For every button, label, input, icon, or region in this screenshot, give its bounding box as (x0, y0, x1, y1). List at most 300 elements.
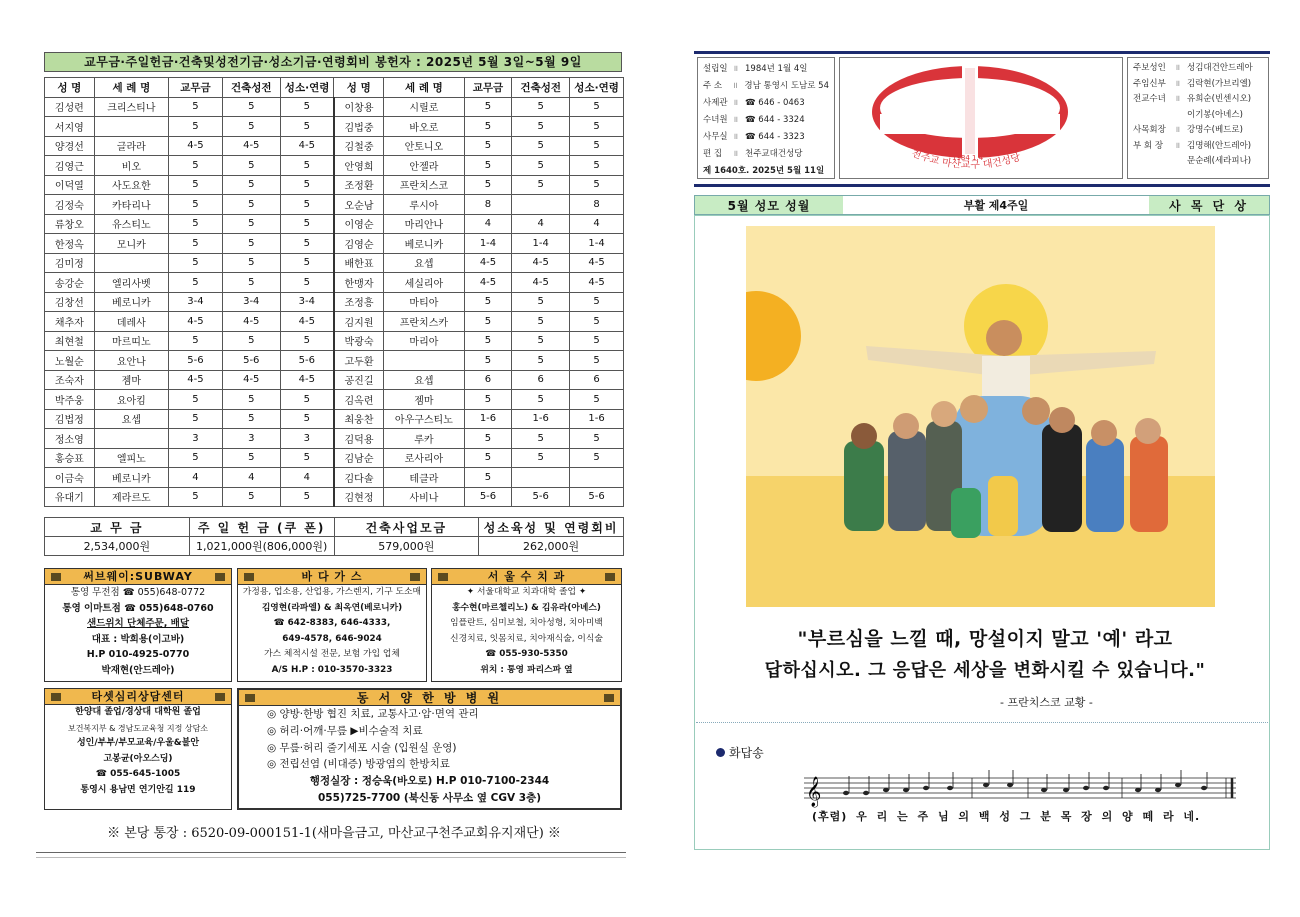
donor-name: 이금숙 (45, 468, 95, 488)
offering-months: 4-5 (570, 253, 624, 273)
donor-name: 노월순 (45, 351, 95, 371)
baptismal-name: 마리안나 (384, 214, 465, 234)
baptismal-name: 아우구스티노 (384, 409, 465, 429)
baptismal-name: 모니카 (94, 234, 168, 254)
baptismal-name: 로사리아 (384, 448, 465, 468)
offering-months: 4-5 (570, 273, 624, 293)
baptismal-name: 제라르도 (94, 487, 168, 507)
offering-months: 5 (280, 117, 334, 137)
offering-months: 4-5 (169, 136, 223, 156)
offering-months: 5 (464, 156, 512, 176)
offering-months: 5 (169, 448, 223, 468)
offering-months: 5 (464, 468, 512, 488)
ad-line: ☎ 055-930-5350 (485, 649, 568, 660)
ad-line: ◎ 양방·한방 협진 치료, 교통사고·암·면역 관리 (267, 708, 479, 720)
offering-months: 1-6 (512, 409, 570, 429)
baptismal-name: 카타리나 (94, 195, 168, 215)
donor-row (45, 429, 624, 449)
offering-months: 5 (464, 331, 512, 351)
donor-name: 김미정 (45, 253, 95, 273)
offering-months: 4-5 (169, 370, 223, 390)
offering-months: 3 (222, 429, 280, 449)
donor-row (45, 136, 624, 156)
offering-months: 5 (464, 117, 512, 137)
baptismal-name: 젬마 (384, 390, 465, 410)
donor-row (45, 195, 624, 215)
baptismal-name (94, 253, 168, 273)
info-key: 전교수녀 (1133, 94, 1166, 104)
info-value: 성김대건안드레아 (1187, 63, 1253, 73)
offering-months: 5 (512, 351, 570, 371)
info-value: 문순례(세라피나) (1187, 156, 1252, 166)
offering-months: 5 (464, 97, 512, 117)
donor-name: 김영근 (45, 156, 95, 176)
baptismal-name: 엘피노 (94, 448, 168, 468)
donor-name: 류창오 (45, 214, 95, 234)
offering-months: 5 (280, 156, 334, 176)
baptismal-name: 루카 (384, 429, 465, 449)
offering-months: 5 (570, 292, 624, 312)
offering-months: 4-5 (464, 253, 512, 273)
offering-months: 5 (280, 234, 334, 254)
info-value: ☎ 644 - 3324 (745, 115, 805, 125)
offering-months (512, 468, 570, 488)
baptismal-name: 프란치스코 (384, 175, 465, 195)
donor-table-header (45, 78, 624, 98)
ad-line: 박재현(안드레아) (101, 664, 175, 676)
band-month: 5월 성모 성월 (695, 196, 843, 214)
ad-line: 보건복지부 & 경남도교육청 지정 상담소 (67, 723, 209, 733)
col-header: 성 명 (334, 78, 384, 98)
info-value: 김락현(가브리엘) (1187, 78, 1252, 89)
ad-line: ✦ 서울대학교 치과대학 졸업 ✦ (466, 587, 587, 597)
offering-months: 5 (570, 351, 624, 371)
offering-months: 5 (570, 390, 624, 410)
ad-bada-gas (237, 568, 427, 682)
offering-months: 5 (280, 331, 334, 351)
ad-line: 대표 : 박희용(이고바) (91, 633, 185, 645)
donor-row (45, 292, 624, 312)
offering-months: 5 (570, 429, 624, 449)
ad-line: 649-4578, 646-9024 (282, 633, 382, 644)
offering-months: 5 (512, 448, 570, 468)
ad-line: ◎ 전립선염 (비대증) 방광염의 한방치료 (267, 758, 450, 771)
donor-row (45, 273, 624, 293)
donor-name: 김옥련 (334, 390, 384, 410)
col-header: 성소·연령 (570, 78, 624, 98)
total-value: 579,000원 (334, 537, 479, 556)
parish-logo-box (839, 57, 1123, 179)
donor-name: 채추자 (45, 312, 95, 332)
info-key (1133, 108, 1175, 124)
info-value: 이기봉(아녜스) (1187, 109, 1243, 120)
offering-months: 5 (570, 117, 624, 137)
offering-months: 5 (222, 175, 280, 195)
ad-hospital-title: 동 서 양 한 방 병 원 (239, 690, 620, 706)
offering-months: 4-5 (512, 273, 570, 293)
offering-list-title: 교무금·주일헌금·건축및성전기금·성소기금·연령회비 봉헌자 : 2025년 5월 3일~5월 9일 (44, 52, 622, 72)
ad-line: ☎ 642-8383, 646-4333, (273, 618, 391, 629)
offering-months: 5 (222, 97, 280, 117)
offering-months: 5 (464, 390, 512, 410)
parish-info-left: 설립일 ॥ 1984년 1월 4일 주 소 ॥ 경남 통영시 도남로 54 사제관 ॥ ☎ 646 - 0463 수녀원 ॥ ☎ 644 - 3324 사무실 ॥ ☎ 644 - 3323 편 집 ॥ 천주교대건성당 제 1640호. 2025년 5월 11일 (697, 57, 835, 179)
offering-months: 5 (222, 117, 280, 137)
song-label-text: 화답송 (729, 746, 764, 760)
donor-name: 오순남 (334, 195, 384, 215)
offering-months: 4 (512, 214, 570, 234)
offering-months: 5 (169, 409, 223, 429)
offering-months: 5 (570, 312, 624, 332)
info-value: 경남 통영시 도남로 54 (744, 81, 829, 91)
donor-name: 홍승표 (45, 448, 95, 468)
offering-months: 1-4 (570, 234, 624, 254)
offering-months: 5 (222, 331, 280, 351)
offering-months: 3-4 (169, 292, 223, 312)
jesus-with-people-illustration (746, 226, 1215, 607)
donor-row (45, 448, 624, 468)
ad-bada-title: 바 다 가 스 (238, 569, 426, 585)
parish-logo (840, 58, 1124, 180)
offering-months: 5-6 (570, 487, 624, 507)
offering-months: 1-4 (512, 234, 570, 254)
donor-name: 조정흥 (334, 292, 384, 312)
total-value: 262,000원 (479, 537, 624, 556)
donor-name: 김법정 (45, 409, 95, 429)
donor-name: 이영순 (334, 214, 384, 234)
offering-months: 5 (464, 312, 512, 332)
header-rule-top (694, 51, 1270, 54)
baptismal-name: 마리아 (384, 331, 465, 351)
baptismal-name (384, 351, 465, 371)
info-key: 설립일 (703, 64, 728, 74)
offering-months: 5 (464, 292, 512, 312)
offering-months: 5 (280, 97, 334, 117)
ad-hospital (237, 688, 622, 810)
info-value: 유희순(빈센시오) (1187, 94, 1252, 104)
offering-months: 5 (222, 156, 280, 176)
donor-row (45, 97, 624, 117)
offering-months: 8 (464, 195, 512, 215)
offering-months: 5 (512, 292, 570, 312)
baptismal-name: 요셉 (384, 370, 465, 390)
info-key (1133, 154, 1175, 170)
donor-name: 김현정 (334, 487, 384, 507)
ad-counseling (44, 688, 232, 810)
total-value: 1,021,000원(806,000원) (189, 537, 334, 556)
offering-months: 5-6 (169, 351, 223, 371)
total-label: 성소육성 및 연령회비 (479, 518, 624, 537)
info-value: ☎ 646 - 0463 (745, 98, 805, 108)
offering-months: 5 (280, 195, 334, 215)
offering-months: 3 (169, 429, 223, 449)
baptismal-name: 요안나 (94, 351, 168, 371)
ad-subway-title: 써브웨이:SUBWAY (45, 569, 231, 585)
baptismal-name: 비오 (94, 156, 168, 176)
offering-months: 5-6 (464, 487, 512, 507)
donor-name: 안영희 (334, 156, 384, 176)
offering-months: 4 (280, 468, 334, 488)
info-value: 1984년 1월 4일 (745, 64, 808, 74)
offering-months: 5 (570, 156, 624, 176)
baptismal-name: 글라라 (94, 136, 168, 156)
offering-months: 4-5 (280, 312, 334, 332)
offering-months: 5 (169, 253, 223, 273)
ad-line: H.P 010-4925-0770 (86, 649, 190, 661)
info-key: 주보성인 (1133, 63, 1166, 73)
ad-line: 임플란트, 심미보철, 치아성형, 치아미백 (450, 618, 603, 629)
donor-row (45, 370, 624, 390)
offering-months: 5 (222, 214, 280, 234)
donor-name: 김정숙 (45, 195, 95, 215)
offering-months: 5-6 (222, 351, 280, 371)
offering-months: 5-6 (280, 351, 334, 371)
donor-name: 조정환 (334, 175, 384, 195)
info-key: 사제관 (703, 98, 728, 108)
header-rule-bottom (694, 184, 1270, 187)
offering-months: 3-4 (222, 292, 280, 312)
offering-months: 4-5 (512, 253, 570, 273)
total-label: 교 무 금 (45, 518, 190, 537)
donor-name: 이덕열 (45, 175, 95, 195)
baptismal-name: 데레사 (94, 312, 168, 332)
offering-months: 5 (169, 331, 223, 351)
ad-line: 위치 : 통영 파리스파 옆 (480, 664, 573, 675)
offering-months (512, 195, 570, 215)
band-section: 사 목 단 상 (1149, 196, 1269, 214)
logo-dates: 1984 1.4 (952, 154, 984, 162)
offering-months: 5 (512, 97, 570, 117)
donor-name: 김지원 (334, 312, 384, 332)
ad-line: 김영현(라파엘) & 최옥연(베로니카) (261, 602, 403, 613)
donor-name: 고두환 (334, 351, 384, 371)
col-header: 세 례 명 (384, 78, 465, 98)
donor-name: 공진길 (334, 370, 384, 390)
offering-months: 5 (222, 195, 280, 215)
baptismal-name: 프란치스카 (384, 312, 465, 332)
offering-months: 8 (570, 195, 624, 215)
donor-name: 김영순 (334, 234, 384, 254)
offering-months: 5 (464, 136, 512, 156)
ad-line: 홍수현(마르첼리노) & 김유라(아녜스) (452, 602, 601, 613)
offering-months: 5 (280, 448, 334, 468)
parish-info-right: 주보성인 ॥ 성김대건안드레아 주임신부 ॥ 김락현(가브리엘) 전교수녀 ॥ 유희순(빈센시오) 이기봉(아녜스) 사목회장 ॥ 강명수(베드로) 부 회 장 ॥ 김명해(안드레아) 문순례(세라피나) (1127, 57, 1269, 179)
donor-name: 최웅찬 (334, 409, 384, 429)
logo-text: 천주교 마산교구 대건성당 (909, 147, 1022, 172)
baptismal-name: 시릴로 (384, 97, 465, 117)
baptismal-name: 사비나 (384, 487, 465, 507)
ad-line: 통영시 용남면 연기안길 119 (80, 784, 196, 795)
ad-line: ◎ 무릎·허리 줄기세포 시술 (입원실 운영) (267, 741, 457, 754)
offering-months: 5 (169, 214, 223, 234)
offering-months: 5 (280, 390, 334, 410)
quote-line: "부르심을 느낄 때, 망설이지 말고 '예' 라고 (797, 628, 1173, 650)
offering-months: 4-5 (222, 370, 280, 390)
total-label: 건축사업모금 (334, 518, 479, 537)
offering-months: 4 (464, 214, 512, 234)
offering-months: 5-6 (512, 487, 570, 507)
issue-number: 제 1640호. 2025년 5월 11일 (703, 166, 825, 176)
donor-row (45, 331, 624, 351)
info-key: 주 소 (703, 81, 723, 91)
offering-months: 5 (512, 156, 570, 176)
baptismal-name: 마티아 (384, 292, 465, 312)
offering-months: 5 (464, 429, 512, 449)
offering-months: 1-6 (464, 409, 512, 429)
quote-line: 답하십시오. 그 응답은 세상을 변화시킬 수 있습니다." (764, 660, 1206, 681)
donor-row (45, 117, 624, 137)
ad-dental-title: 서 울 수 치 과 (432, 569, 621, 585)
offering-months (570, 468, 624, 488)
offering-months: 5 (280, 175, 334, 195)
baptismal-name: 안젤라 (384, 156, 465, 176)
offering-months: 4-5 (280, 370, 334, 390)
baptismal-name: 요아킴 (94, 390, 168, 410)
offering-months: 5 (512, 331, 570, 351)
offering-months: 5 (222, 234, 280, 254)
donor-name: 서지영 (45, 117, 95, 137)
ad-line: 통영 무전점 ☎ 055)648-0772 (70, 587, 206, 598)
donor-name: 김법중 (334, 117, 384, 137)
offering-months: 5 (280, 409, 334, 429)
offering-months: 5 (222, 390, 280, 410)
quote-author: - 프란치스코 교황 - (1000, 696, 1093, 709)
ad-line: 가스 체적시설 전문, 보험 가입 업체 (264, 649, 400, 660)
ad-line: 성인/부부/부모교육/우울&불안 (76, 738, 200, 749)
baptismal-name: 크리스티나 (94, 97, 168, 117)
info-key: 편 집 (703, 149, 723, 159)
responsorial-psalm-label (716, 744, 764, 761)
donor-row (45, 351, 624, 371)
donor-row (45, 253, 624, 273)
ad-dental (431, 568, 622, 682)
baptismal-name: 마르띠노 (94, 331, 168, 351)
offering-months: 5 (570, 331, 624, 351)
decorative-divider (36, 852, 626, 858)
offering-months: 5 (512, 429, 570, 449)
offering-months: 6 (464, 370, 512, 390)
baptismal-name: 바오로 (384, 117, 465, 137)
donor-row (45, 234, 624, 254)
baptismal-name: 베로니카 (94, 292, 168, 312)
offering-months: 4-5 (280, 136, 334, 156)
pastoral-quote (700, 624, 1270, 686)
donor-row (45, 390, 624, 410)
donor-name: 유대기 (45, 487, 95, 507)
baptismal-name: 엘리사벳 (94, 273, 168, 293)
col-header: 건축성전 (512, 78, 570, 98)
info-key: 주임신부 (1133, 78, 1166, 89)
offering-months: 6 (512, 370, 570, 390)
offering-months: 5 (512, 117, 570, 137)
offering-months: 4-5 (464, 273, 512, 293)
baptismal-name: 테클라 (384, 468, 465, 488)
offering-months: 5 (512, 175, 570, 195)
info-value: 강명수(베드로) (1187, 125, 1243, 135)
donor-name: 이창용 (334, 97, 384, 117)
donor-name: 김다솔 (334, 468, 384, 488)
baptismal-name: 젬마 (94, 370, 168, 390)
treble-clef-icon: 𝄞 (806, 777, 822, 807)
ad-counsel-title: 타셋심리상담센터 (45, 689, 231, 705)
donor-table (44, 77, 624, 507)
offering-months: 5 (512, 312, 570, 332)
donor-name: 송강순 (45, 273, 95, 293)
offering-months: 4 (222, 468, 280, 488)
col-header: 세 례 명 (94, 78, 168, 98)
offering-months: 3-4 (280, 292, 334, 312)
psalm-lyrics: (후렴) 우 리 는 주 님 의 백 성 그 분 목 장 의 양 떼 라 네. (812, 810, 1201, 823)
info-key: 부 회 장 (1133, 140, 1164, 151)
offering-months: 5 (280, 487, 334, 507)
offering-months: 5 (280, 253, 334, 273)
offering-months: 5 (570, 175, 624, 195)
donor-name: 김남순 (334, 448, 384, 468)
total-label: 주 일 헌 금 (쿠 폰) (189, 518, 334, 537)
offering-months: 5 (169, 487, 223, 507)
ad-line: ☎ 055-645-1005 (95, 769, 181, 780)
donor-name: 김창선 (45, 292, 95, 312)
offering-months: 5 (464, 448, 512, 468)
offering-months: 5 (169, 97, 223, 117)
col-header: 성소·연령 (280, 78, 334, 98)
dotted-divider (696, 722, 1268, 723)
donor-row (45, 487, 624, 507)
offering-months: 3 (280, 429, 334, 449)
offering-months: 5 (464, 175, 512, 195)
donor-name: 최현철 (45, 331, 95, 351)
col-header: 교무금 (464, 78, 512, 98)
baptismal-name: 유스티노 (94, 214, 168, 234)
col-header: 교무금 (169, 78, 223, 98)
info-value: ☎ 644 - 3323 (745, 132, 805, 142)
col-header: 건축성전 (222, 78, 280, 98)
band-sunday: 부활 제4주일 (843, 196, 1149, 214)
donor-row (45, 312, 624, 332)
info-value: 김명해(안드레아) (1187, 140, 1252, 151)
baptismal-name: 베로니카 (384, 234, 465, 254)
baptismal-name: 베로니카 (94, 468, 168, 488)
offering-months: 1-4 (464, 234, 512, 254)
offering-months: 6 (570, 370, 624, 390)
baptismal-name: 요셉 (384, 253, 465, 273)
donor-row (45, 468, 624, 488)
offering-months: 5 (570, 448, 624, 468)
ad-line: 샌드위치 단체주문, 배달 (87, 618, 189, 630)
baptismal-name: 안토니오 (384, 136, 465, 156)
donor-name: 박주웅 (45, 390, 95, 410)
offering-months: 5 (222, 253, 280, 273)
offering-months: 5 (169, 390, 223, 410)
parish-account: ※ 본당 통장 : 6520-09-000151-1(새마을금고, 마산교구천주교회유지재단) ※ (107, 826, 561, 841)
bullet-icon (716, 748, 725, 757)
ad-line: ◎ 허리·어깨·무릎 ▶비수술적 치료 (267, 724, 423, 737)
music-score (800, 770, 1240, 808)
info-key: 사목회장 (1133, 125, 1166, 135)
offering-months: 5 (464, 351, 512, 371)
offering-months: 5 (512, 390, 570, 410)
donor-name: 조숙자 (45, 370, 95, 390)
offering-months: 5 (512, 136, 570, 156)
offering-months: 5 (169, 175, 223, 195)
donor-row (45, 409, 624, 429)
offering-months: 5 (169, 273, 223, 293)
info-value: 천주교대건성당 (745, 149, 803, 159)
offering-months: 5 (222, 448, 280, 468)
offering-months: 4 (169, 468, 223, 488)
offering-months: 5 (169, 156, 223, 176)
totals-table (44, 517, 624, 556)
offering-months: 4-5 (169, 312, 223, 332)
